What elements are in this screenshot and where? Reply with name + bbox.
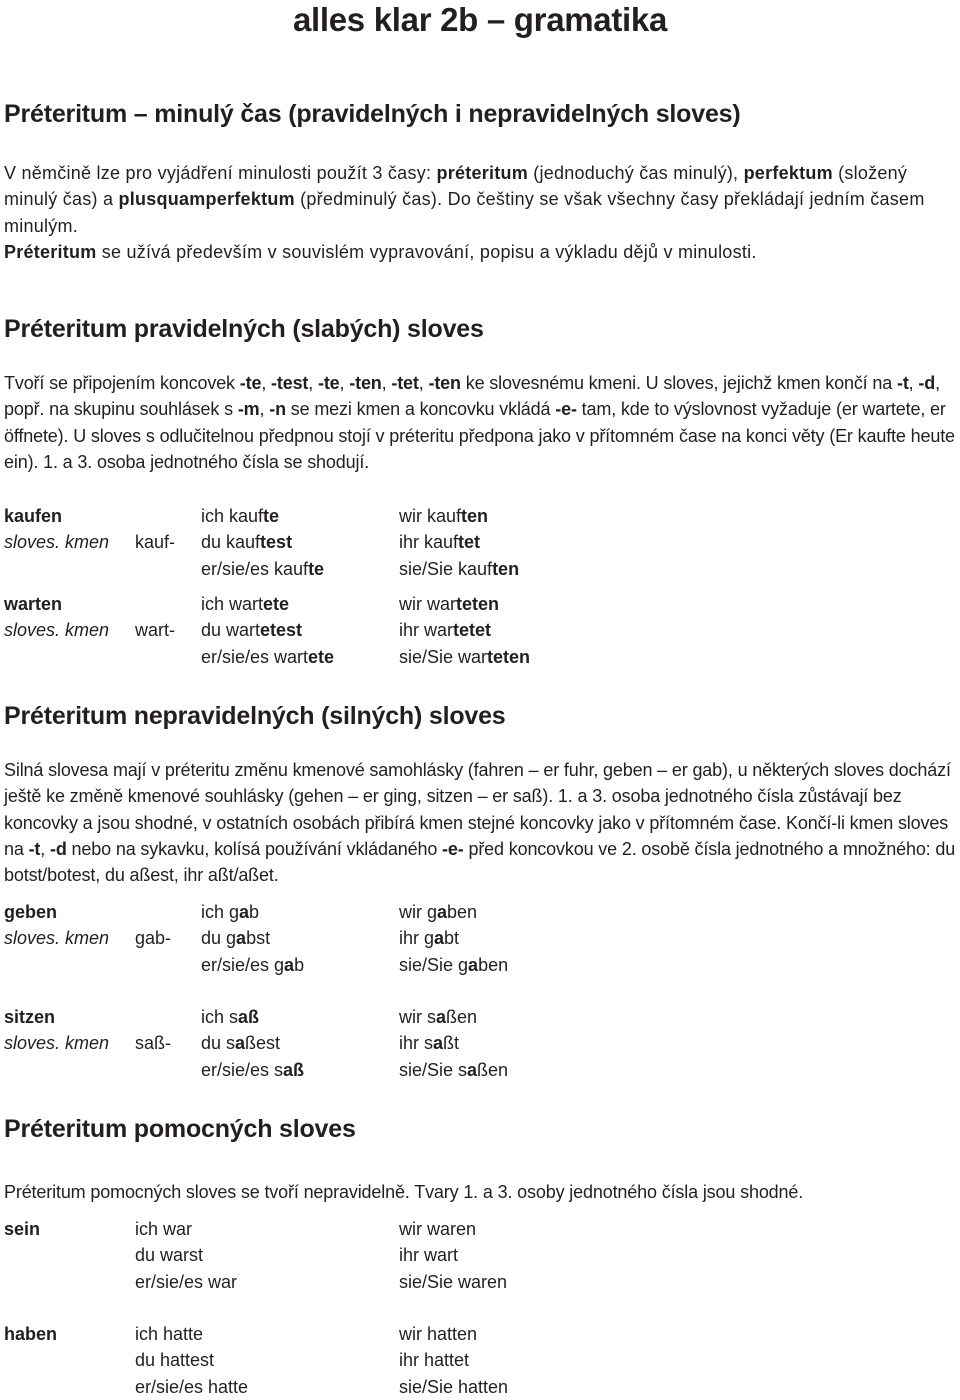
singular-form: ich gab xyxy=(201,902,260,922)
singular-form: du wartetest xyxy=(201,620,303,641)
singular-form: ich hatte xyxy=(135,1324,204,1344)
section-heading-strong-verbs: Préteritum nepravidelných (silných) sloves xyxy=(4,702,506,730)
singular-form: ich war xyxy=(135,1219,193,1239)
singular-form: er/sie/es kaufte xyxy=(201,558,325,579)
singular-form: er/sie/es saß xyxy=(201,1059,305,1080)
singular-form: er/sie/es gab xyxy=(201,954,305,975)
plural-form: sie/Sie kauften xyxy=(399,558,520,579)
plural-form: sie/Sie gaben xyxy=(399,954,509,975)
stem-label: sloves. kmen xyxy=(4,620,110,641)
singular-form: du warst xyxy=(135,1245,204,1266)
intro-text: V němčině lze pro vyjádření minulosti použít 3 časy: préteritum (jednoduchý čas minulý), perfektum (složený minulý čas) a plusquamperfektum (předminulý čas). Do češtiny se však všechny časy překládají jedním časem minulým. xyxy=(4,163,925,236)
verb-lemma: kaufen xyxy=(4,506,63,526)
stem-label: sloves. kmen xyxy=(4,532,110,553)
verb-stem: wart- xyxy=(135,620,175,641)
plural-form: wir warteten xyxy=(399,594,500,614)
plural-form: sie/Sie waren xyxy=(399,1271,508,1292)
plural-form: ihr hattet xyxy=(399,1350,470,1371)
singular-form: ich kaufte xyxy=(201,506,280,526)
singular-form: er/sie/es hatte xyxy=(135,1376,249,1397)
weak-verbs-paragraph: Tvoří se připojením koncovek -te, -test, -te, -ten, -tet, -ten ke slovesnému kmeni. U sloves, jejichž kmen končí na -t, -d, popř. na skupinu souhlásek s -m, -n se mezi kmen a koncovku vkládá -e- tam, kde to výslovnost vyžaduje (er wartete, er öffnete). U sloves s odlučitelnou předpnou stojí v préteritu předpona jako v přítomném čase na konci věty (Er kaufte heute ein). 1. a 3. osoba jednotného čísla se shodují. xyxy=(4,373,955,472)
plural-form: ihr gabt xyxy=(399,928,460,949)
verb-stem: gab- xyxy=(135,928,172,949)
verb-lemma: sitzen xyxy=(4,1007,56,1027)
stem-label: sloves. kmen xyxy=(4,1033,110,1054)
plural-form: ihr saßt xyxy=(399,1033,460,1054)
intro-paragraph xyxy=(4,160,956,265)
verb-stem: saß- xyxy=(135,1033,171,1054)
strong-verbs-paragraph: Silná slovesa mají v préteritu změnu kmenové samohlásky (fahren – er fuhr, geben – er gab), u některých sloves dochází ještě ke změně kmenové souhlásky (gehen – er ging, sitzen – er saß). 1. a 3. osoba jednotného čísla zůstávají bez koncovky a jsou shodné, v ostatních osobách přibírá kmen stejné koncovky jako v přítomném čase. Končí-li kmen sloves na -t, -d nebo na sykavku, kolísá používání vkládaného -e- před koncovkou ve 2. osobě čísla jednotného a množného: du botst/botest, du aßest, ihr aßt/aßet. xyxy=(4,760,956,886)
plural-form: sie/Sie warteten xyxy=(399,646,531,667)
plural-form: ihr wart xyxy=(399,1245,459,1266)
plural-form: wir kauften xyxy=(399,506,489,526)
section-heading-auxiliary-verbs: Préteritum pomocných sloves xyxy=(4,1115,356,1143)
singular-form: er/sie/es war xyxy=(135,1271,238,1292)
plural-form: wir gaben xyxy=(399,902,478,922)
singular-form: du hattest xyxy=(135,1350,215,1371)
auxiliary-verbs-paragraph: Préteritum pomocných sloves se tvoří nepravidelně. Tvary 1. a 3. osoby jednotného čísla jsou shodné. xyxy=(4,1182,804,1202)
verb-stem: kauf- xyxy=(135,532,176,553)
plural-form: wir hatten xyxy=(399,1324,478,1344)
singular-form: du gabst xyxy=(201,928,271,949)
verb-lemma: haben xyxy=(4,1324,58,1344)
plural-form: sie/Sie saßen xyxy=(399,1059,509,1080)
plural-form: wir saßen xyxy=(399,1007,478,1027)
section-heading-preteritum: Préteritum – minulý čas (pravidelných i nepravidelných sloves) xyxy=(4,100,741,128)
intro-text-2: Préteritum se užívá především v souvislém vypravování, popisu a výkladu dějů v minulosti. xyxy=(4,241,757,262)
verb-lemma: sein xyxy=(4,1219,41,1239)
singular-form: du kauftest xyxy=(201,532,293,553)
verb-lemma: warten xyxy=(4,594,63,614)
verb-lemma: geben xyxy=(4,902,58,922)
section-heading-weak-verbs: Préteritum pravidelných (slabých) sloves xyxy=(4,315,484,343)
singular-form: ich saß xyxy=(201,1007,260,1027)
plural-form: ihr kauftet xyxy=(399,532,481,553)
plural-form: ihr wartetet xyxy=(399,620,492,641)
singular-form: ich wartete xyxy=(201,594,290,614)
stem-label: sloves. kmen xyxy=(4,928,110,949)
singular-form: er/sie/es wartete xyxy=(201,646,335,667)
plural-form: sie/Sie hatten xyxy=(399,1376,509,1397)
page-title: alles klar 2b – gramatika xyxy=(292,1,668,38)
singular-form: du saßest xyxy=(201,1033,281,1054)
plural-form: wir waren xyxy=(399,1219,477,1239)
